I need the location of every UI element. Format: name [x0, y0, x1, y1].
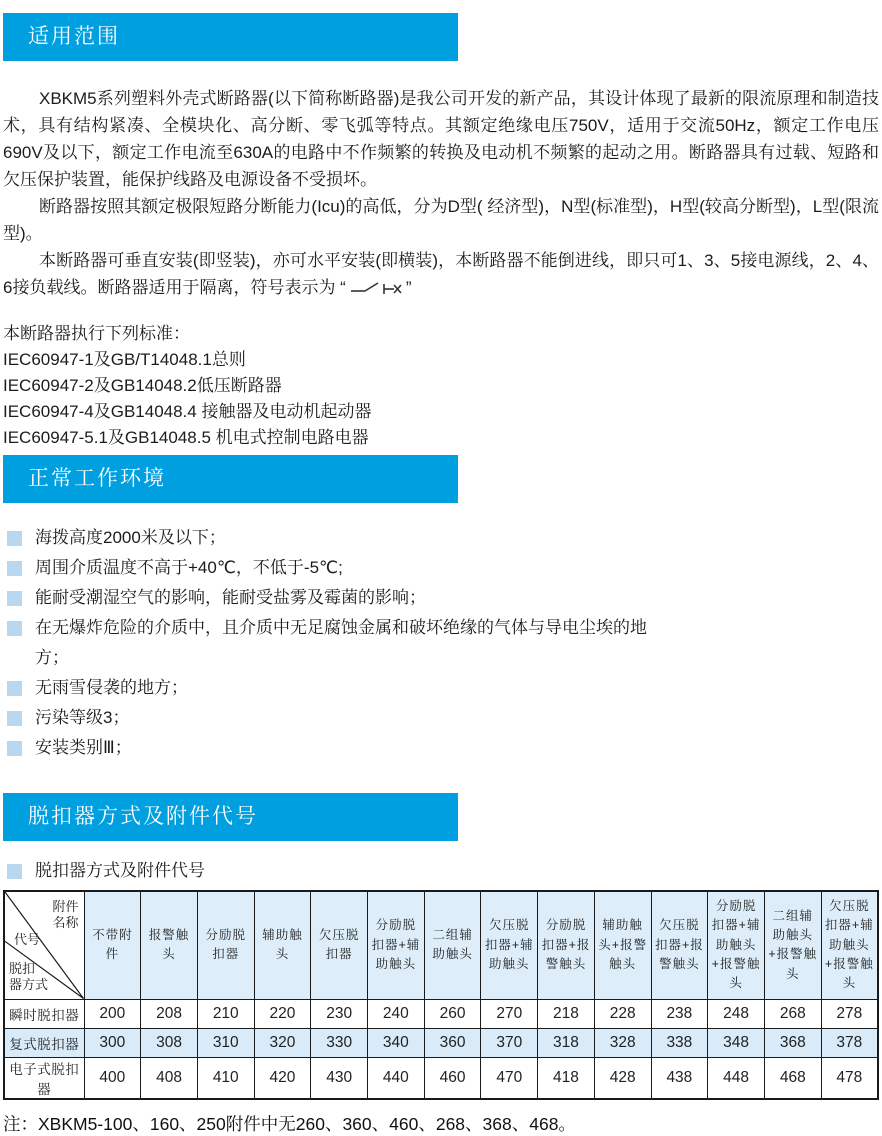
bullet-item — [3, 733, 879, 763]
table-row — [4, 1057, 878, 1099]
table-subtitle-label: 脱扣器方式及附件代号 — [35, 861, 205, 880]
column-header: 二组辅助触头 — [424, 891, 481, 999]
code-cell: 210 — [197, 999, 254, 1028]
code-cell: 310 — [197, 1028, 254, 1057]
column-header: 欠压脱扣器+报警触头 — [651, 891, 708, 999]
code-cell: 240 — [368, 999, 425, 1028]
code-cell: 328 — [594, 1028, 651, 1057]
bullet-square-icon — [7, 621, 22, 636]
bullet-square-icon — [7, 591, 22, 606]
bullet-square-icon — [7, 741, 22, 756]
code-cell: 340 — [368, 1028, 425, 1057]
standard-line: IEC60947-2及GB14048.2低压断路器 — [3, 376, 282, 395]
column-header: 分励脱扣器 — [197, 891, 254, 999]
bullet-item — [3, 703, 879, 733]
column-header: 欠压脱扣器+辅助触头 — [481, 891, 538, 999]
code-cell: 378 — [821, 1028, 878, 1057]
code-cell: 430 — [311, 1057, 368, 1099]
banner-release-accessory-codes — [3, 793, 458, 841]
column-header: 欠压脱扣器+辅助触头+报警触头 — [821, 891, 878, 999]
code-cell: 448 — [708, 1057, 765, 1099]
row-label: 复式脱扣器 — [4, 1028, 84, 1057]
code-cell: 400 — [84, 1057, 141, 1099]
paragraph-types: 断路器按照其额定极限短路分断能力(Icu)的高低，分为D型( 经济型)，N型(标准型)，H型(较高分断型)，L型(限流型)。 — [3, 197, 879, 243]
bullet-item — [3, 523, 879, 553]
code-cell: 478 — [821, 1057, 878, 1099]
code-cell: 420 — [254, 1057, 311, 1099]
code-cell: 418 — [538, 1057, 595, 1099]
bullet-item — [3, 613, 879, 673]
code-cell: 308 — [141, 1028, 198, 1057]
column-header: 分励脱扣器+辅助触头 — [368, 891, 425, 999]
code-cell: 348 — [708, 1028, 765, 1057]
code-cell: 440 — [368, 1057, 425, 1099]
bullet-text: 周围介质温度不高于+40℃，不低于-5℃; — [35, 558, 343, 577]
row-label: 电子式脱扣器 — [4, 1057, 84, 1099]
corner-label-code: 代号 — [14, 932, 41, 947]
code-cell: 320 — [254, 1028, 311, 1057]
banner-working-environment — [3, 455, 458, 503]
code-cell: 408 — [141, 1057, 198, 1099]
bullet-square-icon — [7, 681, 22, 696]
bullet-text: 海拨高度2000米及以下； — [35, 528, 226, 547]
code-cell: 230 — [311, 999, 368, 1028]
bullet-square-icon — [7, 561, 22, 576]
paragraph-mounting-quote: ” — [405, 278, 412, 297]
bullet-square-icon — [7, 864, 22, 879]
code-cell: 228 — [594, 999, 651, 1028]
section-title: 适用范围 — [28, 25, 120, 48]
bullet-square-icon — [7, 531, 22, 546]
code-cell: 338 — [651, 1028, 708, 1057]
paragraph-mounting-text: 本断路器可垂直安装(即竖装)，亦可水平安装(即横装)，本断路器不能倒进线，即只可1、3、5接电源线，2、4、6接负载线。断路器适用于隔离，符号表示为 “ — [3, 251, 879, 297]
column-header: 二组辅助触头+报警触头 — [764, 891, 821, 999]
environment-bullet-list — [3, 523, 879, 763]
column-header: 辅助触头 — [254, 891, 311, 999]
column-header: 报警触头 — [141, 891, 198, 999]
standard-line: IEC60947-1及GB/T14048.1总则 — [3, 350, 246, 369]
column-header: 欠压脱扣器 — [311, 891, 368, 999]
column-header: 辅助触头+报警触头 — [594, 891, 651, 999]
code-cell: 470 — [481, 1057, 538, 1099]
code-cell: 300 — [84, 1028, 141, 1057]
code-cell: 260 — [424, 999, 481, 1028]
bullet-text: 安装类别Ⅲ； — [35, 738, 132, 757]
standard-line: IEC60947-4及GB14048.4 接触器及电动机起动器 — [3, 402, 372, 421]
code-cell: 330 — [311, 1028, 368, 1057]
standards-list — [3, 347, 879, 451]
bullet-text: 在无爆炸危险的介质中，且介质中无足腐蚀金属和破坏绝缘的气体与导电尘埃的地方； — [35, 618, 647, 667]
code-cell: 318 — [538, 1028, 595, 1057]
table-row — [4, 1028, 878, 1057]
table-note: 注：XBKM5-100、160、250附件中无260、360、460、268、368、468。 — [3, 1113, 576, 1134]
bullet-text: 能耐受潮湿空气的影响，能耐受盐雾及霉菌的影响； — [35, 588, 426, 607]
banner-applicable-scope — [3, 13, 458, 61]
table-header-row — [4, 891, 878, 999]
code-cell: 268 — [764, 999, 821, 1028]
code-cell: 270 — [481, 999, 538, 1028]
code-cell: 220 — [254, 999, 311, 1028]
section-title: 脱扣器方式及附件代号 — [28, 805, 258, 828]
code-cell: 238 — [651, 999, 708, 1028]
bullet-text: 无雨雪侵袭的地方； — [35, 678, 188, 697]
isolation-symbol-icon — [350, 279, 402, 295]
standards-intro: 本断路器执行下列标准： — [3, 324, 190, 343]
standard-line: IEC60947-5.1及GB14048.5 机电式控制电路电器 — [3, 428, 369, 447]
code-cell: 278 — [821, 999, 878, 1028]
code-cell: 208 — [141, 999, 198, 1028]
code-cell: 368 — [764, 1028, 821, 1057]
bullet-item — [3, 553, 879, 583]
code-cell: 360 — [424, 1028, 481, 1057]
column-header: 不带附件 — [84, 891, 141, 999]
corner-cell — [4, 891, 84, 999]
bullet-item — [3, 583, 879, 613]
code-cell: 218 — [538, 999, 595, 1028]
bullet-text: 污染等级3； — [35, 708, 130, 727]
scope-text-block — [3, 85, 879, 301]
bullet-item — [3, 673, 879, 703]
column-header: 分励脱扣器+辅助触头+报警触头 — [708, 891, 765, 999]
corner-label-attachment-name: 附件 名称 — [52, 899, 79, 930]
row-label: 瞬时脱扣器 — [4, 999, 84, 1028]
corner-label-release-mode: 脱扣 器方式 — [9, 960, 49, 992]
standards-block — [3, 321, 879, 451]
accessory-codes-table — [3, 890, 879, 1100]
code-cell: 410 — [197, 1057, 254, 1099]
code-cell: 460 — [424, 1057, 481, 1099]
code-cell: 468 — [764, 1057, 821, 1099]
table-row — [4, 999, 878, 1028]
code-cell: 370 — [481, 1028, 538, 1057]
paragraph-mounting — [3, 247, 879, 301]
code-cell: 428 — [594, 1057, 651, 1099]
column-header: 分励脱扣器+报警触头 — [538, 891, 595, 999]
section-title: 正常工作环境 — [28, 467, 166, 490]
code-cell: 438 — [651, 1057, 708, 1099]
bullet-square-icon — [7, 711, 22, 726]
code-cell: 248 — [708, 999, 765, 1028]
table-subtitle — [3, 856, 879, 886]
paragraph-intro: XBKM5系列塑料外壳式断路器(以下简称断路器)是我公司开发的新产品，其设计体现了最新的限流原理和制造技术，具有结构紧凑、全模块化、高分断、零飞弧等特点。其额定绝缘电压750V，适用于交流50Hz，额定工作电压690V及以下，额定工作电流至630A的电路中不作频繁的转换及电动机不频繁的起动之用。断路器具有过载、短路和欠压保护装置，能保护线路及电源设备不受损坏。 — [3, 89, 879, 189]
table-body — [4, 999, 878, 1099]
code-cell: 200 — [84, 999, 141, 1028]
